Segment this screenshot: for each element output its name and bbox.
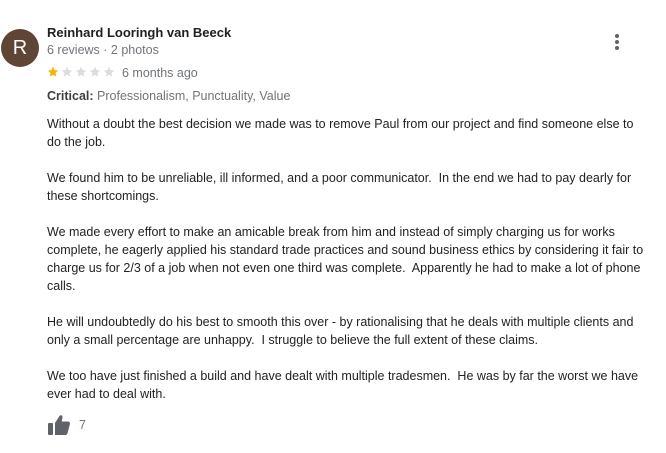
star-empty-icon — [89, 66, 101, 78]
like-button[interactable] — [47, 414, 86, 436]
avatar[interactable] — [1, 29, 39, 67]
star-empty-icon — [75, 66, 87, 78]
star-empty-icon — [103, 66, 115, 78]
thumb-up-icon — [47, 414, 71, 436]
more-vertical-icon — [606, 32, 628, 54]
more-options-button[interactable] — [606, 32, 628, 54]
review-body — [47, 115, 647, 421]
author-meta: 6 reviews · 2 photos — [47, 43, 159, 57]
review-paragraph: We found him to be unreliable, ill informed, and a poor communicator. In the end we had to pay dearly for these shortcomings. — [47, 171, 635, 203]
review-paragraph: We made every effort to make an amicable break from him and instead of simply charging us for works complete, he eagerly applied his standard trade practices and sound business ethics by considering it fair to charge us for 2/3 of a job when not even one third was complete. Apparently he had to make a lot of phone calls. — [47, 225, 647, 293]
review-paragraph: Without a doubt the best decision we made was to remove Paul from our project and find someone else to do the job. — [47, 117, 637, 149]
star-rating — [47, 66, 115, 78]
critical-label: Critical: — [47, 89, 94, 103]
critical-attributes — [47, 89, 290, 103]
author-name[interactable]: Reinhard Looringh van Beeck — [47, 25, 232, 40]
review-paragraph: He will undoubtedly do his best to smooth this over - by rationalising that he deals with multiple clients and only a small percentage are unhappy. I struggle to believe the full extent of these claims. — [47, 315, 637, 347]
review-age: 6 months ago — [122, 66, 198, 80]
like-count: 7 — [79, 418, 86, 432]
avatar-letter: R — [12, 37, 28, 59]
star-filled-icon — [47, 66, 59, 78]
critical-values: Professionalism, Punctuality, Value — [93, 89, 291, 103]
review-paragraph: We too have just finished a build and have dealt with multiple tradesmen. He was by far the worst we have ever had to deal with. — [47, 369, 642, 401]
star-empty-icon — [61, 66, 73, 78]
